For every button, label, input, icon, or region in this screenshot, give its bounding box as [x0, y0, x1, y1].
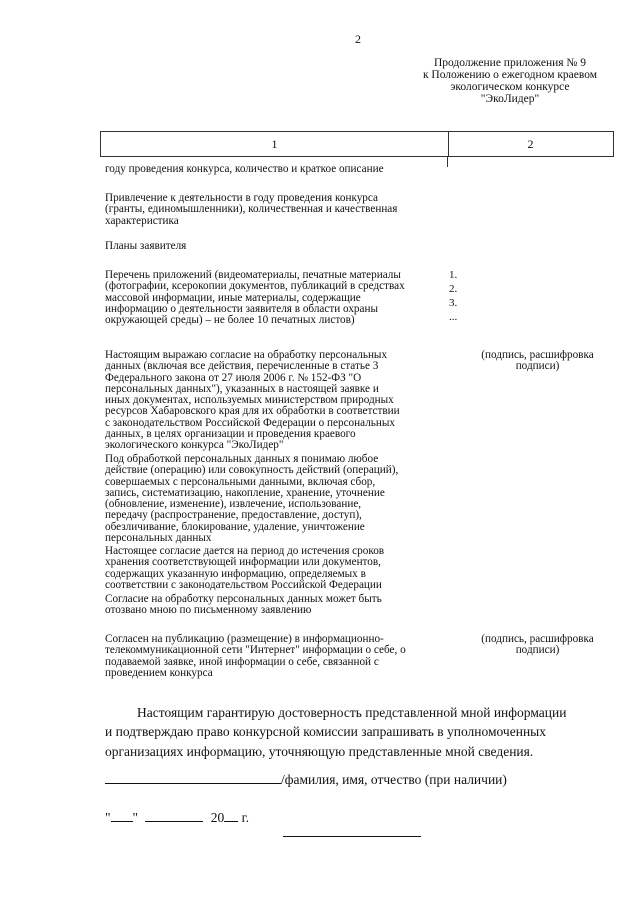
signature-caption-publication: (подпись, расшифровка подписи): [481, 633, 594, 657]
row-consent-period: Настоящее согласие дается на период до истечения сроков хранения соответствующей информации или документов, содержащих указанную информацию, определяемых в соответствии с законодательством Российской Федерации: [105, 545, 385, 591]
day-blank[interactable]: [111, 808, 133, 822]
appendix-header: [390, 57, 630, 105]
row-consent-personal-data: Настоящим выражаю согласие на обработку персональных данных (включая все действия, перечисленные в статье 3 Федерального закона от 27 июля 2006 г. № 152-ФЗ "О персональных данных"), указанных в настоящей заявке и иных документах, используемых министерством природных ресурсов Хабаровского края для их обработки в соответствии с законодательством Российской Федерации о персональных данных, в целях организации и проведения краевого экологического конкурса "ЭкоЛидер": [105, 349, 400, 452]
attachment-numbers: 1. 2. 3. ...: [449, 269, 458, 323]
signature-line: [105, 770, 507, 788]
row-attachments: Перечень приложений (видеоматериалы, печатные материалы (фотографии, ксерокопии документов, публикаций в средствах массовой информации, иные материалы, содержащие информацию о деятельности заявителя в области охраны окружающей среды) – не более 10 печатных листов): [105, 269, 405, 327]
header-line-3: экологическом конкурсе: [450, 81, 570, 93]
signature-label: /фамилия, имя, отчество (при наличии): [281, 772, 507, 787]
header-line-1: Продолжение приложения № 9: [433, 57, 587, 69]
table-column-1: 1: [101, 132, 449, 156]
month-blank[interactable]: [145, 808, 203, 822]
table-divider: [447, 157, 448, 167]
row-consent-revocation: Согласие на обработку персональных данных может быть отозвано мною по письменному заявлению: [105, 593, 382, 617]
header-line-4: "ЭкоЛидер": [480, 93, 540, 105]
header-line-2: к Положению о ежегодном краевом: [422, 69, 598, 81]
year-blank[interactable]: [224, 808, 238, 822]
row-processing-definition: Под обработкой персональных данных я понимаю любое действие (операцию) или совокупность действий (операций), совершаемых с персональными данными, включая сбор, запись, систематизацию, накопление, хранение, уточнение (обновление, изменение), извлечение, использование, передачу (распространение, предоставление, доступ), обезличивание, блокирование, удаление, уничтожение персональных данных: [105, 453, 399, 545]
row-publication-consent: Согласен на публикацию (размещение) в информационно- телекоммуникационной сети "Интернет" информации о себе, о подаваемой заявке, иной информации о себе, связанной с проведением конкурса: [105, 633, 406, 679]
page-number: 2: [355, 32, 361, 46]
row-involvement: Привлечение к деятельности в году проведения конкурса (гранты, единомышленники), количественная и качественная характеристика: [105, 192, 398, 227]
row-achievements-tail: году проведения конкурса, количество и краткое описание: [105, 163, 384, 175]
signature-caption-consent: (подпись, расшифровка подписи): [481, 349, 594, 373]
row-plans: Планы заявителя: [105, 240, 187, 252]
final-statement: Настоящим гарантирую достоверность представленной мной информации и подтверждаю право конкурсной комиссии запрашивать в уполномоченных организациях информацию, уточняющую представленные мной сведения.: [105, 705, 567, 759]
signature-rule: [283, 836, 421, 837]
table-column-2: 2: [527, 137, 534, 151]
table-header: [100, 131, 614, 157]
signature-blank[interactable]: [105, 770, 281, 784]
date-line: " " 20 г.: [105, 810, 250, 825]
